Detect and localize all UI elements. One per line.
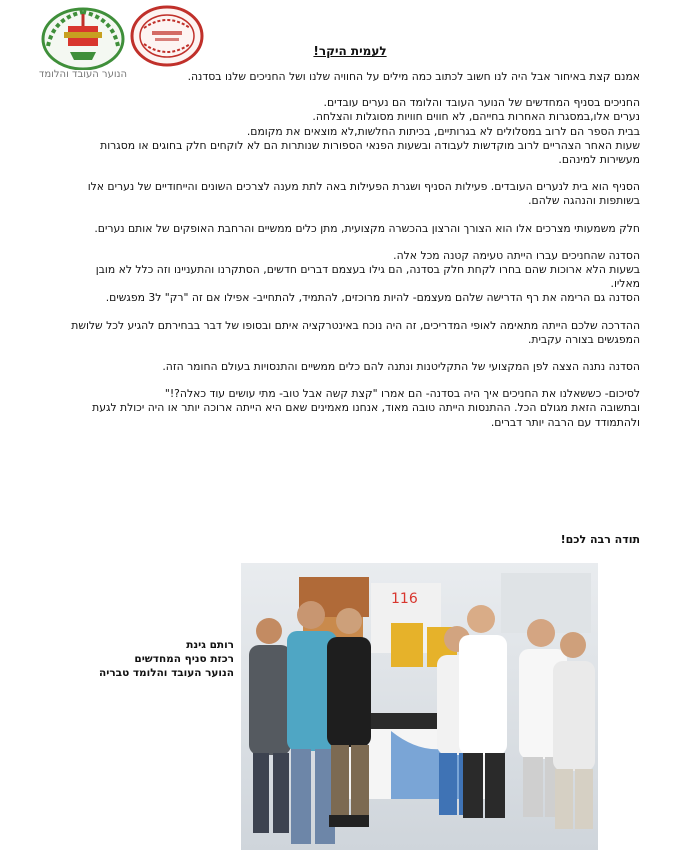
organization-logo-emblem [40,6,126,70]
paragraph-line: אמנם קצת באיחור אבל היה לנו חשוב לכתוב כמה מילים על החוויה שלנו ושל החניכים שלנו בסדנה. [187,70,640,83]
letter-body [66,70,640,443]
paragraph-line: ההדרכה שלכם הייתה מתאימה לאופי המדריכים, זה היה נוכח באינטרקציה איתם ובסופו של דבר בבחירתם להגיע לכל שלושת המפגשים בצורה עקבית. [71,318,640,346]
paragraph-line: הסדנה נתנה הצצה לפן המקצועי של התקליטנות ונתנה להם כלים ממשיים והתנסויות בעולם החומר הזה. [162,360,640,374]
paragraph-line: החניכים בסניף המחדשים של הנוער העובד והלומד הם נערים עובדים. [323,96,640,110]
paragraph [66,387,640,430]
paragraph-line: בבית הספר הם לרוב במסלולים לא בגרותיים, בכיתות החלשות,לא מוצאים את מקומם. [246,124,640,138]
paragraph [66,249,640,306]
paragraph [66,360,640,374]
paragraph-line: הסדנה גם הרימה את רף הדרישה שלהם מעצמם- להיות מרוכזים, להתמיד, להתחייב- אפילו אם זה "רק" ל3 מפגשים. [105,291,640,305]
signature-name: רותם גינת [186,639,234,651]
paragraph-line: הסניף הוא בית לנערים העובדים. פעילות הסניף ושגרת הפעילות באה לתת מענה לצרכים השונים והייחודיים של נערים אלו בשותפות והנהגה שלהם. [87,180,640,208]
paragraph-line: ובתשובה הזאת מגולם הכל. ההתנסות הייתה טובה מאוד, אנחנו מאמינים שאם היא הייתה ארוכה יותר או היה יכולת לגעת ולהתמודד עם הרבה יותר דברים. [92,401,640,429]
signature-organization: הנוער העובד והלומד טבריה [99,667,234,679]
paragraph [66,222,640,236]
paragraph-line: לסיכום- כששאלנו את החניכים איך היה בסדנה- הם אמרו "קצת קשה אבל טוב- מתי עושים עוד כאלה?!" [164,387,640,401]
group-photo [241,563,598,850]
paragraph-line: חלק משמעותי מצרכים אלו הוא הצורך והרצון בהכשרה מקצועית, מתן כלים ממשיים והרחבת האופקים של אותם נערים. [94,221,640,235]
letter-title: לעמית היקר! [313,44,387,58]
poster-text: 116 [391,591,418,607]
organization-seal-stamp [130,4,204,68]
person-3 [327,608,371,827]
paragraph [66,180,640,208]
person-5 [459,605,507,818]
signature-block [94,638,234,680]
paragraph [66,70,640,84]
paragraph-line: בשעות הלא ארוכות שהם בחרו לקחת חלק בסדנה, הם גילו בעצמם דברים חדשים, הסתקרנו והתעניינו וזה כלל לא מובן מאליו. [95,263,640,291]
paragraph-line: הסדנה שהחניכים עברו הייתה טעימה קטנה מכל אלה. [393,248,640,262]
paragraph [66,96,640,167]
paragraph-line: נערים אלו,במסגרות האחרות בחייהם, לא חווים חוויות מסוגלות והצלחה. [312,110,640,124]
paragraph [66,319,640,347]
logo-caption: הנוער העובד והלומד [38,69,128,80]
paragraph-line: שעות האחר הצהריים לרוב מוקדשות לעבודה ובשעות הפנאי הספורות שנותרות הם לא לוקחים חלק בחוגים או מסגרות מעשירות למינהם. [100,138,640,167]
closing-thanks: תודה רבה לכם! [560,533,640,546]
signature-role: רכזת סניף המחדשים [134,653,234,665]
